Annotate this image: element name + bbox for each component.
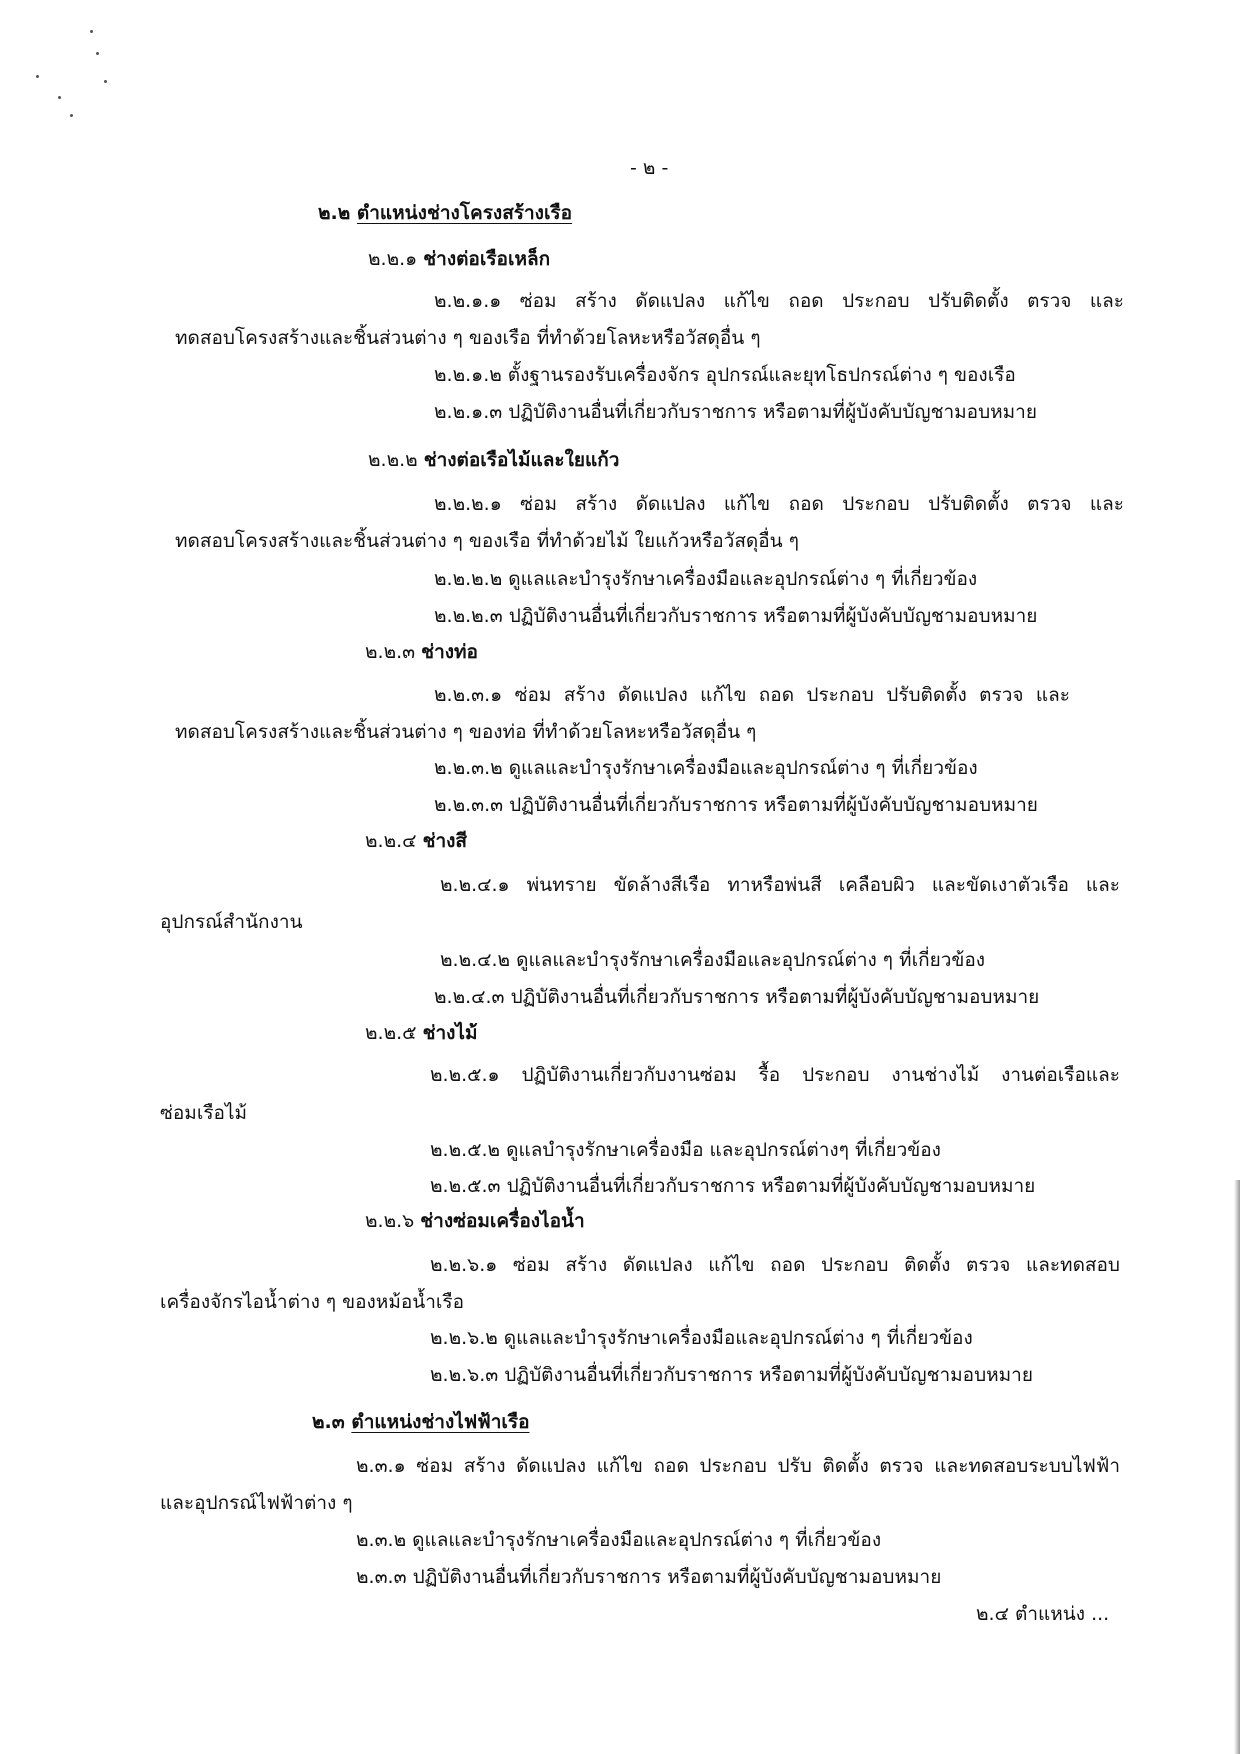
subsection-2-2-3-heading xyxy=(365,639,478,665)
item-2-3-1-line1: ๒.๓.๑ ซ่อม สร้าง ดัดแปลง แก้ไข ถอด ประกอบ ปรับ ติดตั้ง ตรวจ และทดสอบระบบไฟฟ้า xyxy=(356,1455,1120,1477)
subsection-title: ช่างสี xyxy=(422,830,468,852)
subsection-title: ช่างต่อเรือไม้และใยแก้ว xyxy=(423,449,620,471)
scan-speck xyxy=(104,80,107,83)
subsection-title: ช่างไม้ xyxy=(422,1022,478,1044)
scan-speck xyxy=(36,75,39,78)
item-2-2-4-1-line1: ๒.๒.๔.๑ พ่นทราย ขัดล้างสีเรือ ทาหรือพ่นสี เคลือบผิว และขัดเงาตัวเรือ และ xyxy=(440,874,1120,896)
item-2-2-1-1-line2: ทดสอบโครงสร้างและชิ้นส่วนต่าง ๆ ของเรือ ที่ทำด้วยโลหะหรือวัสดุอื่น ๆ xyxy=(175,327,761,349)
subsection-number: ๒.๒.๓ xyxy=(365,641,416,663)
scan-page-edge xyxy=(1234,1180,1240,1754)
item-2-2-2-3: ๒.๒.๒.๓ ปฏิบัติงานอื่นที่เกี่ยวกับราชการ หรือตามที่ผู้บังคับบัญชามอบหมาย xyxy=(434,605,1038,627)
section-2-3-heading xyxy=(312,1409,529,1435)
item-2-2-5-2: ๒.๒.๕.๒ ดูแลบำรุงรักษาเครื่องมือ และอุปกรณ์ต่างๆ ที่เกี่ยวข้อง xyxy=(430,1139,941,1161)
subsection-title: ช่างต่อเรือเหล็ก xyxy=(423,248,551,270)
item-2-2-5-3: ๒.๒.๕.๓ ปฏิบัติงานอื่นที่เกี่ยวกับราชการ หรือตามที่ผู้บังคับบัญชามอบหมาย xyxy=(430,1175,1036,1197)
item-2-2-4-2: ๒.๒.๔.๒ ดูแลและบำรุงรักษาเครื่องมือและอุปกรณ์ต่าง ๆ ที่เกี่ยวข้อง xyxy=(440,949,986,971)
item-2-2-5-1-line1: ๒.๒.๕.๑ ปฏิบัติงานเกี่ยวกับงานซ่อม รื้อ ประกอบ งานช่างไม้ งานต่อเรือและ xyxy=(430,1064,1120,1086)
subsection-2-2-6-heading xyxy=(365,1208,585,1234)
item-2-2-1-2: ๒.๒.๑.๒ ตั้งฐานรองรับเครื่องจักร อุปกรณ์และยุทโธปกรณ์ต่าง ๆ ของเรือ xyxy=(434,364,1016,386)
subsection-2-2-4-heading xyxy=(365,828,467,854)
item-2-2-6-3: ๒.๒.๖.๓ ปฏิบัติงานอื่นที่เกี่ยวกับราชการ หรือตามที่ผู้บังคับบัญชามอบหมาย xyxy=(430,1364,1033,1386)
scan-speck xyxy=(90,30,93,33)
subsection-number: ๒.๒.๕ xyxy=(365,1022,417,1044)
item-2-2-6-2: ๒.๒.๖.๒ ดูแลและบำรุงรักษาเครื่องมือและอุปกรณ์ต่าง ๆ ที่เกี่ยวข้อง xyxy=(430,1327,973,1349)
page-number: - ๒ - xyxy=(630,157,669,179)
item-2-2-1-3: ๒.๒.๑.๓ ปฏิบัติงานอื่นที่เกี่ยวกับราชการ หรือตามที่ผู้บังคับบัญชามอบหมาย xyxy=(434,401,1037,423)
scan-speck xyxy=(58,96,61,99)
subsection-2-2-1-heading xyxy=(368,246,550,272)
item-2-2-4-1-line2: อุปกรณ์สำนักงาน xyxy=(160,911,303,933)
scan-speck xyxy=(96,52,99,55)
section-number: ๒.๓ xyxy=(312,1411,345,1433)
item-2-2-2-1-line2: ทดสอบโครงสร้างและชิ้นส่วนต่าง ๆ ของเรือ ที่ทำด้วยไม้ ใยแก้วหรือวัสดุอื่น ๆ xyxy=(175,530,799,552)
item-2-2-6-1-line1: ๒.๒.๖.๑ ซ่อม สร้าง ดัดแปลง แก้ไข ถอด ประกอบ ติดตั้ง ตรวจ และทดสอบ xyxy=(430,1254,1120,1276)
section-number: ๒.๒ xyxy=(318,202,351,224)
item-2-3-3: ๒.๓.๓ ปฏิบัติงานอื่นที่เกี่ยวกับราชการ หรือตามที่ผู้บังคับบัญชามอบหมาย xyxy=(356,1566,942,1588)
subsection-number: ๒.๒.๖ xyxy=(365,1210,415,1232)
subsection-number: ๒.๒.๑ xyxy=(368,248,418,270)
section-title: ตำแหน่งช่างโครงสร้างเรือ xyxy=(356,202,573,224)
item-2-2-2-1-line1: ๒.๒.๒.๑ ซ่อม สร้าง ดัดแปลง แก้ไข ถอด ประกอบ ปรับติดตั้ง ตรวจ และ xyxy=(434,493,1124,515)
item-2-2-3-1-line1: ๒.๒.๓.๑ ซ่อม สร้าง ดัดแปลง แก้ไข ถอด ประกอบ ปรับติดตั้ง ตรวจ และ xyxy=(434,684,1070,706)
item-2-2-6-1-line2: เครื่องจักรไอน้ำต่าง ๆ ของหม้อน้ำเรือ xyxy=(160,1291,465,1313)
item-2-2-5-1-line2: ซ่อมเรือไม้ xyxy=(160,1102,248,1124)
section-title: ตำแหน่งช่างไฟฟ้าเรือ xyxy=(351,1411,530,1433)
subsection-number: ๒.๒.๔ xyxy=(365,830,417,852)
subsection-title: ช่างซ่อมเครื่องไอน้ำ xyxy=(420,1210,585,1232)
item-2-3-2: ๒.๓.๒ ดูแลและบำรุงรักษาเครื่องมือและอุปกรณ์ต่าง ๆ ที่เกี่ยวข้อง xyxy=(356,1529,882,1551)
item-2-2-4-3: ๒.๒.๔.๓ ปฏิบัติงานอื่นที่เกี่ยวกับราชการ หรือตามที่ผู้บังคับบัญชามอบหมาย xyxy=(434,986,1040,1008)
continuation-note: ๒.๔ ตำแหน่ง ... xyxy=(976,1603,1110,1625)
item-2-2-2-2: ๒.๒.๒.๒ ดูแลและบำรุงรักษาเครื่องมือและอุปกรณ์ต่าง ๆ ที่เกี่ยวข้อง xyxy=(434,568,978,590)
subsection-2-2-5-heading xyxy=(365,1020,477,1046)
item-2-2-3-2: ๒.๒.๓.๒ ดูแลและบำรุงรักษาเครื่องมือและอุปกรณ์ต่าง ๆ ที่เกี่ยวข้อง xyxy=(434,757,978,779)
item-2-3-1-line2: และอุปกรณ์ไฟฟ้าต่าง ๆ xyxy=(160,1492,353,1514)
subsection-number: ๒.๒.๒ xyxy=(368,449,418,471)
subsection-2-2-2-heading xyxy=(368,447,619,473)
item-2-2-3-1-line2: ทดสอบโครงสร้างและชิ้นส่วนต่าง ๆ ของท่อ ที่ทำด้วยโลหะหรือวัสดุอื่น ๆ xyxy=(175,721,757,743)
scan-speck xyxy=(70,114,73,117)
item-2-2-1-1-line1: ๒.๒.๑.๑ ซ่อม สร้าง ดัดแปลง แก้ไข ถอด ประกอบ ปรับติดตั้ง ตรวจ และ xyxy=(434,290,1124,312)
item-2-2-3-3: ๒.๒.๓.๓ ปฏิบัติงานอื่นที่เกี่ยวกับราชการ หรือตามที่ผู้บังคับบัญชามอบหมาย xyxy=(434,794,1038,816)
section-2-2-heading xyxy=(318,200,572,226)
subsection-title: ช่างท่อ xyxy=(421,641,478,663)
